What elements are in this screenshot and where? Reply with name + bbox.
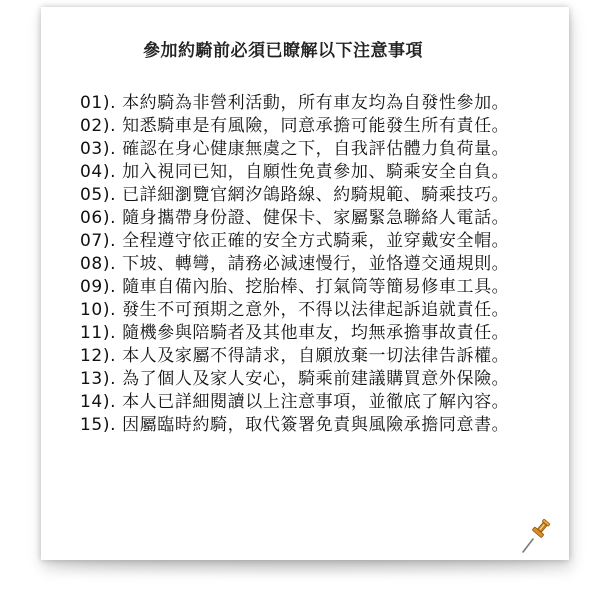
notice-item-3: 03). 確認在身心健康無虞之下，自我評估體力負荷量。 [80,139,510,159]
notice-title: 參加約騎前必須已瞭解以下注意事項 [143,41,423,61]
notice-item-8: 08). 下坡、轉彎，請務必減速慢行，並恪遵交通規則。 [80,254,510,274]
notice-item-7: 07). 全程遵守依正確的安全方式騎乘，並穿戴安全帽。 [80,231,510,251]
notice-item-1: 01). 本約騎為非營利活動，所有車友均為自發性參加。 [80,93,510,113]
notice-item-5: 05). 已詳細瀏覽官網汐鴿路線、約騎規範、騎乘技巧。 [80,185,510,205]
notice-item-6: 06). 隨身攜帶身份證、健保卡、家屬緊急聯絡人電話。 [80,208,510,228]
notice-item-9: 09). 隨車自備內胎、挖胎棒、打氣筒等簡易修車工具。 [80,277,510,297]
push-pin-icon [519,515,555,555]
notice-item-12: 12). 本人及家屬不得請求，自願放棄一切法律告訴權。 [80,346,510,366]
notice-item-15: 15). 因屬臨時約騎，取代簽署免責與風險承擔同意書。 [80,415,510,435]
notice-item-13: 13). 為了個人及家人安心，騎乘前建議購買意外保險。 [80,369,510,389]
notice-item-2: 02). 知悉騎車是有風險，同意承擔可能發生所有責任。 [80,116,510,136]
pin-needle [523,539,533,552]
notice-list [80,92,509,437]
pin-head [532,518,551,538]
notice-item-10: 10). 發生不可預期之意外，不得以法律起訴追就責任。 [80,300,510,320]
notice-item-4: 04). 加入視同已知，自願性免責參加、騎乘安全自負。 [80,162,510,182]
notice-item-14: 14). 本人已詳細閱讀以上注意事項，並徹底了解內容。 [80,392,510,412]
notice-item-11: 11). 隨機參與陪騎者及其他車友，均無承擔事故責任。 [80,323,510,343]
